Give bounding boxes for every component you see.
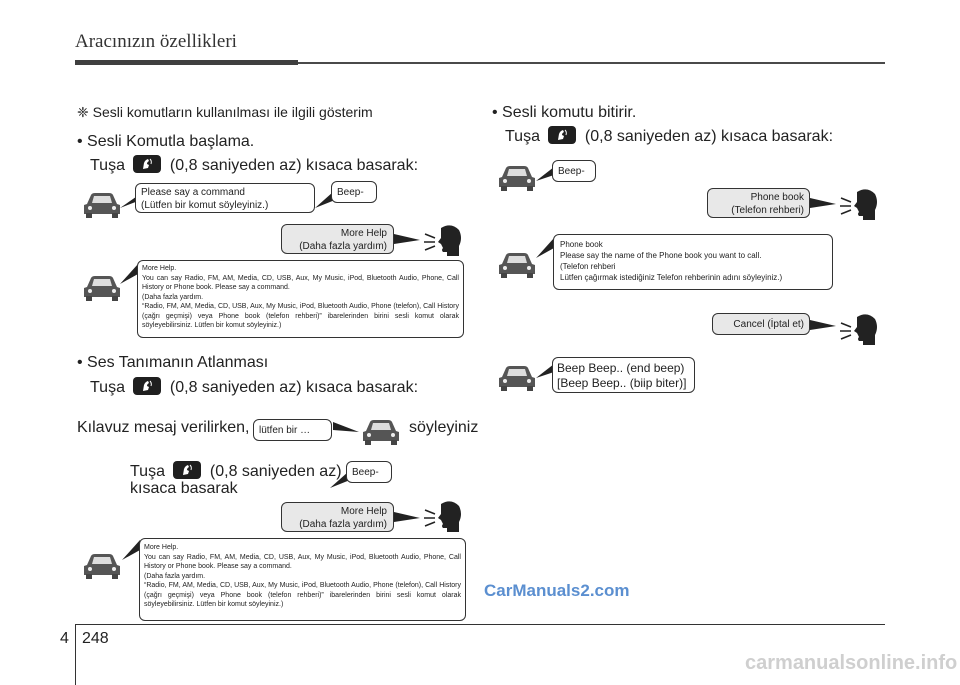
- instruction-end: [505, 126, 833, 146]
- header-rule-dark: [75, 60, 298, 65]
- help-text-line1: More Help.: [144, 544, 179, 551]
- bubble-tail: [392, 232, 422, 246]
- bubble-beep-text: Beep-: [558, 166, 585, 177]
- end-beep-line2: [Beep Beep.. (biip biter)]: [557, 376, 687, 390]
- car-icon: [360, 417, 402, 447]
- help-text-line4: “Radio, FM, AM, Media, CD, USB, Aux, My Music, iPod, Bluetooth Audio, Phone (telefon), Call History (çağrı geçmişi) veya Phone book (telefon rehberi)” ibarelerinden birini sesli komut olarak söyleyebilirsiniz. Lütfen bir komut söyleyiniz.): [144, 582, 461, 608]
- page-number: 248: [82, 630, 109, 647]
- bullet-start-voice: • Sesli Komutla başlama.: [77, 133, 255, 150]
- instruction-start: [90, 155, 418, 175]
- bubble-text-line2: (Daha fazla yardım): [299, 241, 387, 252]
- end-beep-line1: Beep Beep.. (end beep): [557, 361, 685, 375]
- car-icon: [81, 273, 123, 303]
- help-text-line3: (Daha fazla yardım.: [144, 572, 206, 580]
- bubble-cancel-text: Cancel (İptal et): [733, 319, 804, 330]
- instruction-pre: Tuşa: [130, 463, 165, 480]
- bubble-tail: [331, 420, 361, 436]
- instruction-post: (0,8 saniyeden az): [209, 463, 342, 480]
- help-text-line3: (Daha fazla yardım.: [142, 293, 204, 301]
- chapter-number: 4: [60, 630, 69, 647]
- footer-vertical-rule: [75, 624, 76, 685]
- instruction-post: (0,8 saniyeden az) kısaca basarak:: [584, 128, 834, 145]
- talk-button-icon: [133, 377, 161, 395]
- car-icon: [496, 250, 538, 280]
- bubble-tail: [808, 196, 838, 210]
- instruction-pre: Tuşa: [90, 379, 125, 396]
- bubble-more-help-response: [137, 260, 464, 338]
- bubble-phone-book: [707, 188, 810, 218]
- talk-button-icon: [548, 126, 576, 144]
- bubble-more-help: [281, 224, 394, 254]
- bullet-end-voice: • Sesli komutu bitirir.: [492, 104, 637, 121]
- talk-button-icon: [133, 155, 161, 173]
- speaking-head-icon: [837, 186, 879, 226]
- instruction-post: (0,8 saniyeden az) kısaca basarak:: [169, 379, 419, 396]
- bubble-more-help-response: [139, 538, 466, 621]
- guide-text-post: söyleyiniz: [409, 419, 479, 436]
- instruction-skip-2: [130, 461, 342, 481]
- bubble-beep: [346, 461, 392, 483]
- page-header-title: Aracınızın özellikleri: [75, 31, 237, 52]
- note-heading: ❈ Sesli komutların kullanılması ile ilgili gösterim: [77, 104, 373, 120]
- speaking-head-icon: [421, 498, 463, 538]
- help-text-line2: You can say Radio, FM, AM, Media, CD, USB, Aux, My Music, iPod, Bluetooth Audio, Phone, Call History or Phone book. Please say a command.: [144, 553, 461, 570]
- car-icon: [81, 551, 123, 581]
- help-text-line4: “Radio, FM, AM, Media, CD, USB, Aux, My Music, iPod, Bluetooth Audio, Phone (telefon), Call History (çağrı geçmişi) veya Phone book (telefon rehberi)” ibarelerinden birini sesli komut olarak söyleyebilirsiniz. Lütfen bir komut söyleyiniz.): [142, 303, 459, 329]
- bubble-text-line2: (Telefon rehberi): [731, 205, 804, 216]
- bubble-tail: [392, 510, 422, 524]
- response-line4: Lütfen çağırmak istediğiniz Telefon rehberinin adını söyleyiniz.): [560, 273, 783, 282]
- response-line1: Phone book: [560, 240, 603, 249]
- bubble-text-line1: More Help: [340, 506, 387, 517]
- instruction-pre: Tuşa: [90, 157, 125, 174]
- bubble-text-line1: Phone book: [750, 192, 804, 203]
- bubble-beep-text: Beep-: [352, 467, 379, 478]
- bubble-tail: [808, 318, 838, 332]
- bubble-end-beep: [552, 357, 695, 393]
- instruction-skip-2-line2: kısaca basarak: [130, 480, 238, 497]
- bubble-more-help: [281, 502, 394, 532]
- bullet-skip-recognition: • Ses Tanımanın Atlanması: [77, 354, 269, 371]
- bubble-text-line2: (Lütfen bir komut söyleyiniz.): [141, 200, 269, 211]
- bubble-please-one: [253, 419, 332, 441]
- response-line3: (Telefon rehberi: [560, 262, 616, 271]
- bubble-text-line1: Please say a command: [141, 187, 245, 198]
- header-rule-light: [298, 62, 885, 64]
- site-watermark: carmanualsonline.info: [745, 652, 958, 674]
- bubble-beep-text: Beep-: [337, 187, 364, 198]
- speaking-head-icon: [837, 311, 879, 351]
- bubble-please-say-command: [135, 183, 315, 213]
- help-text-line2: You can say Radio, FM, AM, Media, CD, USB, Aux, My Music, iPod, Bluetooth Audio, Phone, Call History or Phone book. Please say a command.: [142, 274, 459, 291]
- bubble-cancel: [712, 313, 810, 335]
- car-icon: [496, 163, 538, 193]
- instruction-pre: Tuşa: [505, 128, 540, 145]
- bubble-text-line2: (Daha fazla yardım): [299, 519, 387, 530]
- instruction-skip: [90, 377, 418, 397]
- car-icon: [81, 190, 123, 220]
- help-text-line1: More Help.: [142, 265, 177, 272]
- guide-text-pre: Kılavuz mesaj verilirken,: [77, 419, 250, 436]
- bubble-beep: [552, 160, 596, 182]
- speaking-head-icon: [421, 222, 463, 262]
- footer-rule: [75, 624, 885, 625]
- car-icon: [496, 363, 538, 393]
- bubble-phone-book-response: [553, 234, 833, 290]
- response-line2: Please say the name of the Phone book you want to call.: [560, 251, 762, 260]
- bubble-please-one-text: lütfen bir …: [259, 425, 311, 436]
- watermark: CarManuals2.com: [484, 581, 630, 600]
- bubble-text-line1: More Help: [340, 228, 387, 239]
- talk-button-icon: [173, 461, 201, 479]
- bubble-beep: [331, 181, 377, 203]
- instruction-post: (0,8 saniyeden az) kısaca basarak:: [169, 157, 419, 174]
